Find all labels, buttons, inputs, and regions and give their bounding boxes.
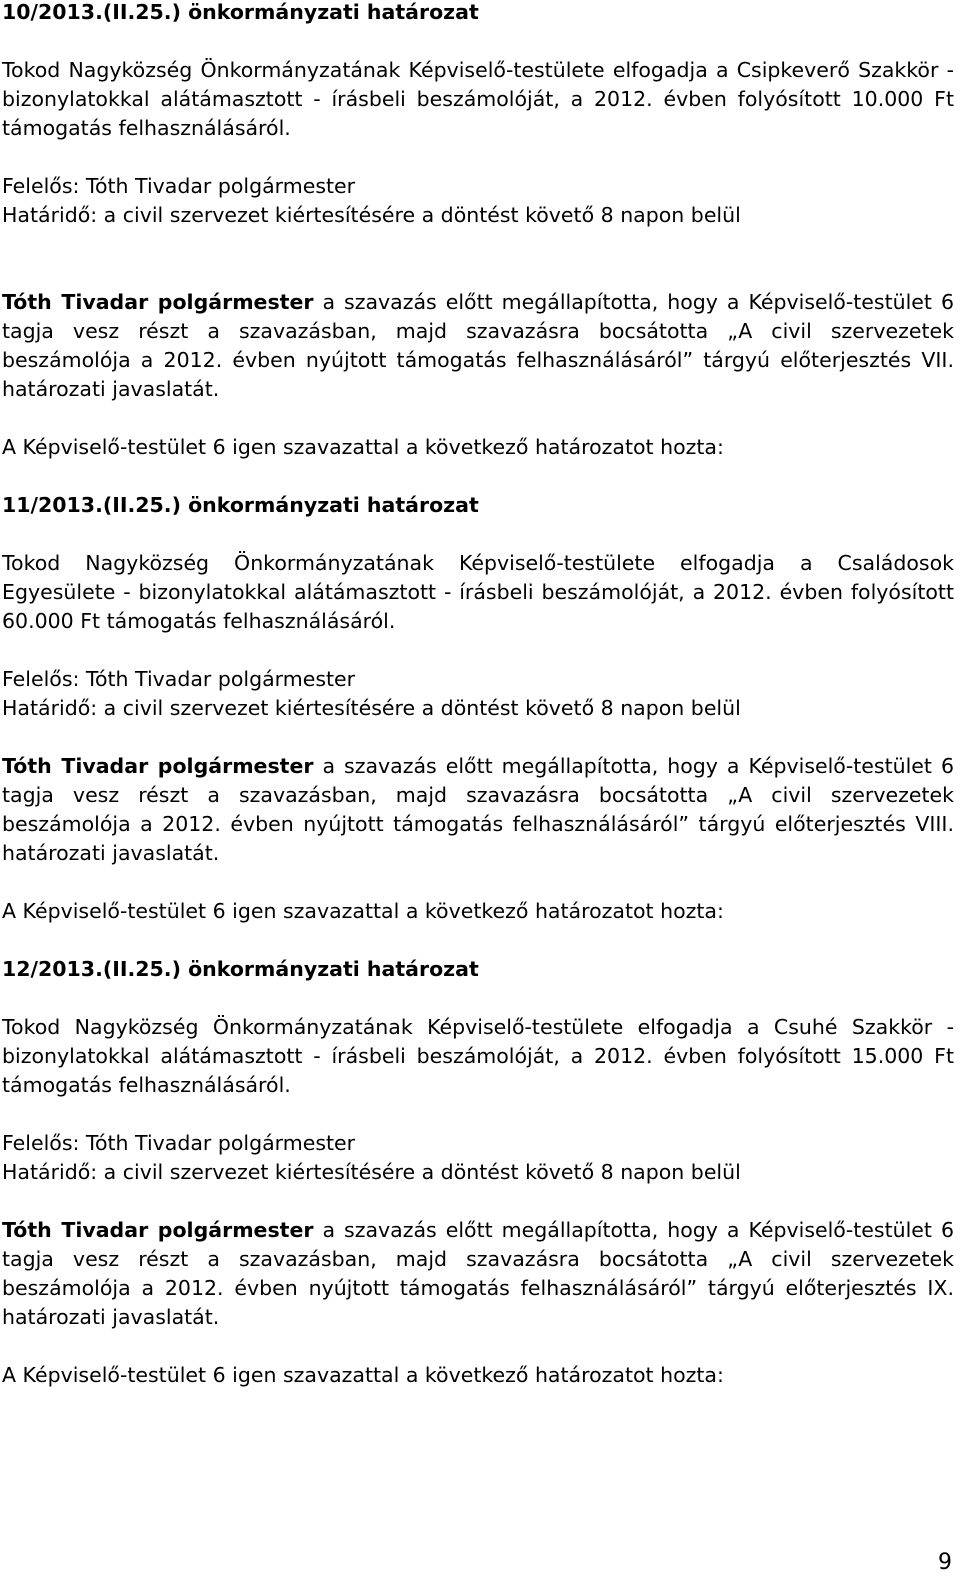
page-number: 9 xyxy=(938,1550,952,1575)
vote-result: A Képviselő-testület 6 igen szavazattal a következő határozatot hozta: xyxy=(2,435,724,459)
spacer xyxy=(2,868,954,897)
spacer xyxy=(2,1187,954,1216)
spacer xyxy=(2,143,954,172)
responsible-line: Felelős: Tóth Tivadar polgármester xyxy=(2,174,356,198)
page-body xyxy=(2,0,954,1390)
mayor-name: Tóth Tivadar polgármester xyxy=(2,290,314,314)
spacer xyxy=(2,27,954,56)
spacer xyxy=(2,462,954,491)
responsible-line: Felelős: Tóth Tivadar polgármester xyxy=(2,1131,356,1155)
spacer xyxy=(2,520,954,549)
vote-statement xyxy=(2,1216,954,1332)
spacer xyxy=(2,926,954,955)
resolution-heading: 10/2013.(II.25.) önkormányzati határozat xyxy=(2,0,479,24)
spacer xyxy=(2,1100,954,1129)
statement-text: a szavazás előtt megállapította, hogy a Képviselő-testület 6 tagja vesz részt a szavazásban, majd szavazásra bocsátotta „A civil szervezetek beszámolója a 2012. évben nyújtott támogatás felhasználásáról” tárgyú előterjesztés VII. határozati javaslatát. xyxy=(2,290,954,401)
spacer xyxy=(2,230,954,288)
spacer xyxy=(2,636,954,665)
resolution-heading: 12/2013.(II.25.) önkormányzati határozat xyxy=(2,957,479,981)
spacer xyxy=(2,984,954,1013)
resolution-decision: Tokod Nagyközség Önkormányzatának Képviselő-testülete elfogadja a Csuhé Szakkör - bizonylatokkal alátámasztott - írásbeli beszámolóját, a 2012. évben folyósított 15.000 Ft támogatás felhasználásáról. xyxy=(2,1015,954,1097)
vote-statement xyxy=(2,288,954,404)
vote-result: A Képviselő-testület 6 igen szavazattal a következő határozatot hozta: xyxy=(2,899,724,923)
mayor-name: Tóth Tivadar polgármester xyxy=(2,1218,314,1242)
vote-result: A Képviselő-testület 6 igen szavazattal a következő határozatot hozta: xyxy=(2,1363,724,1387)
resolution-heading: 11/2013.(II.25.) önkormányzati határozat xyxy=(2,493,479,517)
resolution-decision: Tokod Nagyközség Önkormányzatának Képviselő-testülete elfogadja a Családosok Egyesülete - bizonylatokkal alátámasztott - írásbeli beszámolóját, a 2012. évben folyósított 60.000 Ft támogatás felhasználásáról. xyxy=(2,551,954,633)
statement-text: a szavazás előtt megállapította, hogy a Képviselő-testület 6 tagja vesz részt a szavazásban, majd szavazásra bocsátotta „A civil szervezetek beszámolója a 2012. évben nyújtott támogatás felhasználásáról” tárgyú előterjesztés VIII. határozati javaslatát. xyxy=(2,754,954,865)
deadline-line: Határidő: a civil szervezet kiértesítésére a döntést követő 8 napon belül xyxy=(2,696,741,720)
responsible-line: Felelős: Tóth Tivadar polgármester xyxy=(2,667,356,691)
deadline-line: Határidő: a civil szervezet kiértesítésére a döntést követő 8 napon belül xyxy=(2,203,741,227)
spacer xyxy=(2,404,954,433)
vote-statement xyxy=(2,752,954,868)
spacer xyxy=(2,723,954,752)
statement-text: a szavazás előtt megállapította, hogy a Képviselő-testület 6 tagja vesz részt a szavazásban, majd szavazásra bocsátotta „A civil szervezetek beszámolója a 2012. évben nyújtott támogatás felhasználásáról” tárgyú előterjesztés IX. határozati javaslatát. xyxy=(2,1218,954,1329)
mayor-name: Tóth Tivadar polgármester xyxy=(2,754,314,778)
deadline-line: Határidő: a civil szervezet kiértesítésére a döntést követő 8 napon belül xyxy=(2,1160,741,1184)
resolution-decision: Tokod Nagyközség Önkormányzatának Képviselő-testülete elfogadja a Csipkeverő Szakkör - bizonylatokkal alátámasztott - írásbeli beszámolóját, a 2012. évben folyósított 10.000 Ft támogatás felhasználásáról. xyxy=(2,58,954,140)
spacer xyxy=(2,1332,954,1361)
